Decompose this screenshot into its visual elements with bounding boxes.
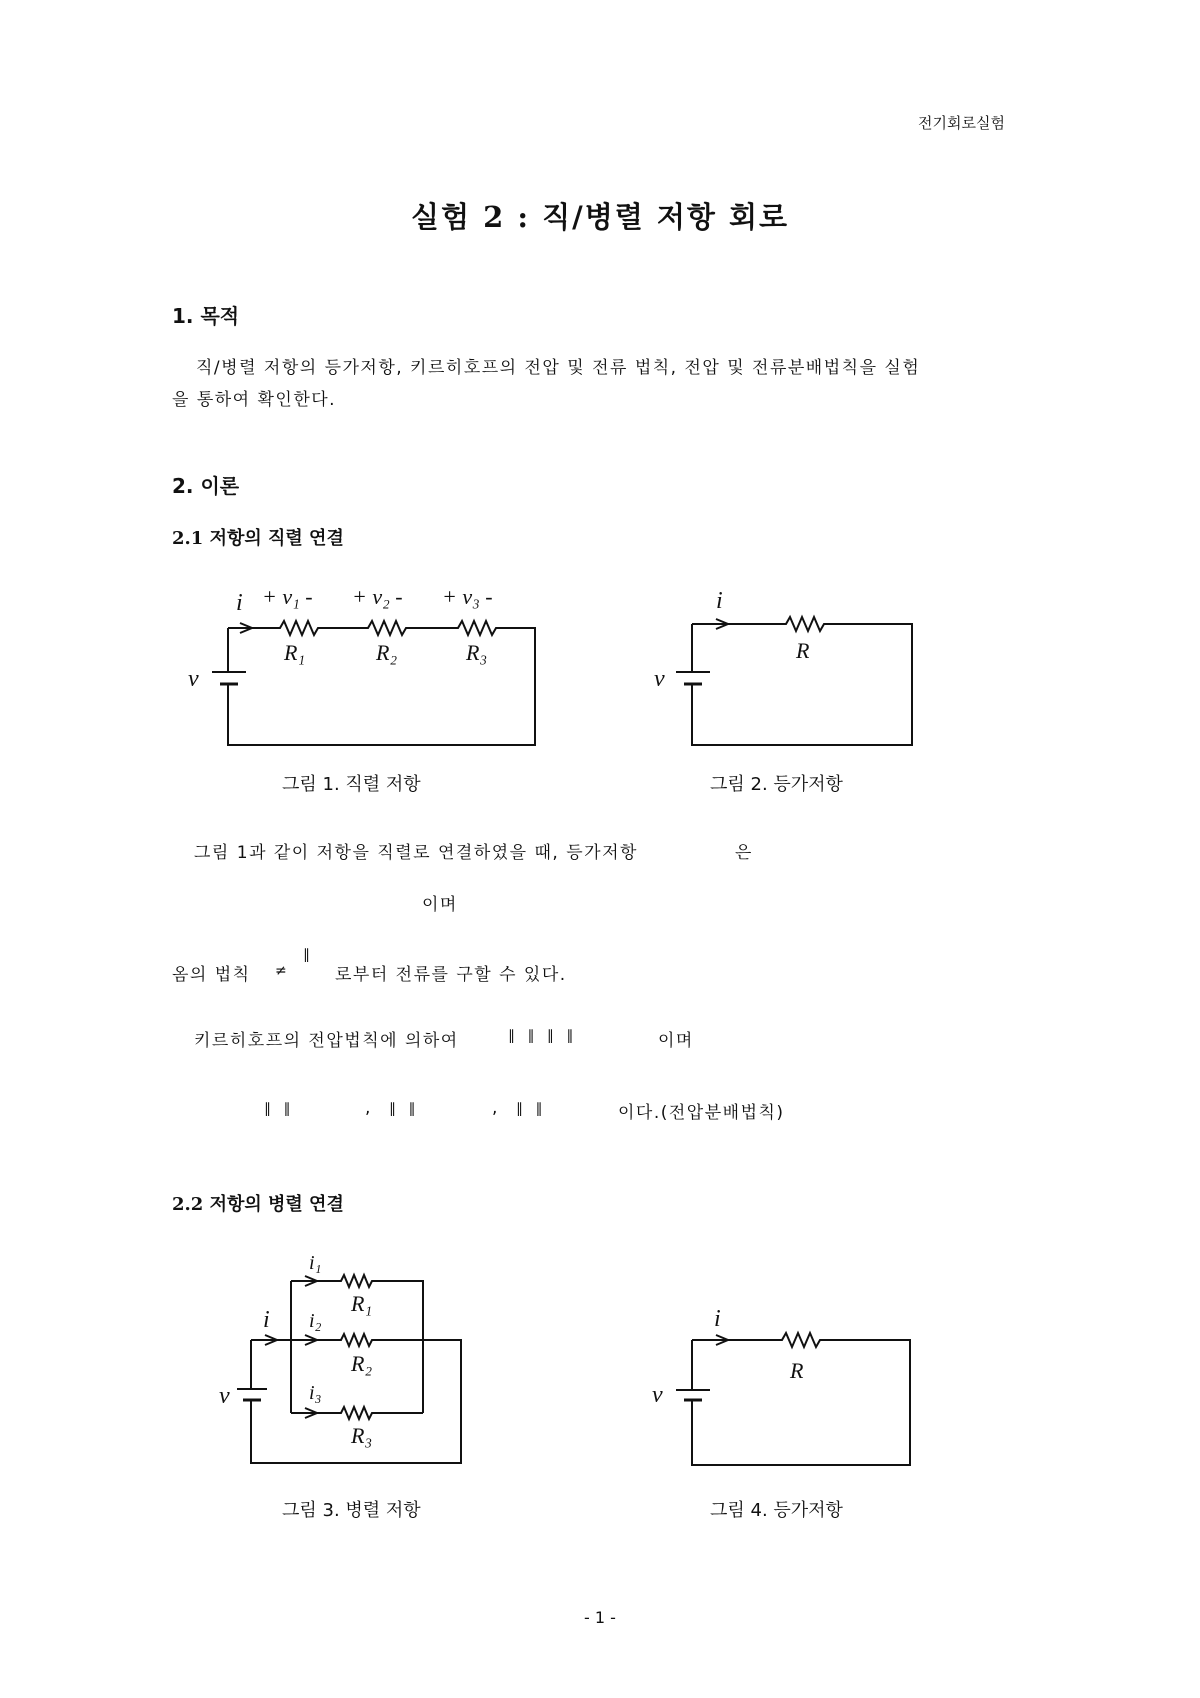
series-circuit-diagram — [180, 580, 560, 760]
parallel-heading: 2.2 저항의 병렬 연결 — [172, 1194, 344, 1215]
series-para3-a: 옴의 법칙 — [172, 965, 251, 985]
objective-line2: 을 통하여 확인한다. — [172, 390, 337, 410]
fig2-v-label: v — [654, 666, 665, 692]
fig1-r1-label: R₁ — [284, 640, 306, 665]
fig1-v1-label: + v₁ - — [262, 584, 313, 609]
page-number: - 1 - — [584, 1608, 616, 1627]
fig1-v-label: v — [188, 666, 199, 692]
fig3-v-label: v — [219, 1383, 230, 1409]
objective-heading: 1. 목적 — [172, 304, 240, 328]
fig1-r3-label: R₃ — [466, 640, 488, 665]
fig4-r-label: R — [790, 1358, 804, 1383]
fig3-i-label: i — [263, 1307, 270, 1333]
series-para4-marks: ∥ ∥ ∥ ∥ — [508, 1028, 578, 1044]
page-title: 실험 2 : 직/병렬 저항 회로 — [410, 200, 790, 234]
fig3-r3-label: R₃ — [351, 1423, 373, 1448]
theory-heading: 2. 이론 — [172, 474, 240, 498]
series-para5-c2: , — [492, 1098, 499, 1118]
series-para5-m3: ∥ ∥ — [516, 1101, 547, 1117]
fig1-caption: 그림 1. 직렬 저항 — [282, 774, 421, 795]
fig1-v3-label: + v₃ - — [442, 584, 493, 609]
fig3-i1-label: i₁ — [309, 1252, 322, 1274]
objective-line1: 직/병렬 저항의 등가저항, 키르히호프의 전압 및 전류 법칙, 전압 및 전류분배법칙을 실험 — [196, 358, 921, 378]
fig3-caption: 그림 3. 병렬 저항 — [282, 1500, 421, 1521]
parallel-circuit-diagram — [205, 1245, 485, 1475]
header-course: 전기회로실험 — [918, 114, 1005, 132]
equivalent-circuit-diagram-1 — [640, 580, 920, 760]
series-para3-mark2: ∥ — [303, 947, 310, 963]
fig1-v2-label: + v₂ - — [352, 584, 403, 609]
fig4-i-label: i — [714, 1306, 721, 1332]
series-para5-end: 이다.(전압분배법칙) — [618, 1103, 785, 1123]
fig3-i3-label: i₃ — [309, 1382, 322, 1404]
fig3-i2-label: i₂ — [309, 1310, 322, 1332]
fig2-r-label: R — [796, 638, 810, 663]
series-para4-b: 이며 — [658, 1031, 694, 1051]
series-para3-mark1: ≠ — [275, 963, 287, 979]
fig1-i-label: i — [236, 590, 243, 616]
equivalent-circuit-diagram-2 — [640, 1300, 920, 1480]
series-para2: 이며 — [422, 895, 458, 915]
series-para5-m2: ∥ ∥ — [389, 1101, 420, 1117]
fig4-v-label: v — [652, 1382, 663, 1408]
fig2-caption: 그림 2. 등가저항 — [710, 774, 843, 795]
series-heading: 2.1 저항의 직렬 연결 — [172, 528, 344, 549]
series-para5-c1: , — [365, 1098, 372, 1118]
fig3-r2-label: R₂ — [351, 1351, 373, 1376]
series-para1-end: 은 — [735, 843, 753, 863]
fig4-caption: 그림 4. 등가저항 — [710, 1500, 843, 1521]
series-para1: 그림 1과 같이 저항을 직렬로 연결하였을 때, 등가저항 — [194, 843, 638, 863]
series-para5-m1: ∥ ∥ — [264, 1101, 295, 1117]
series-para4-a: 키르히호프의 전압법칙에 의하여 — [194, 1031, 459, 1051]
fig2-i-label: i — [716, 588, 723, 614]
series-para3-b: 로부터 전류를 구할 수 있다. — [335, 965, 567, 985]
fig1-r2-label: R₂ — [376, 640, 398, 665]
fig3-r1-label: R₁ — [351, 1291, 373, 1316]
